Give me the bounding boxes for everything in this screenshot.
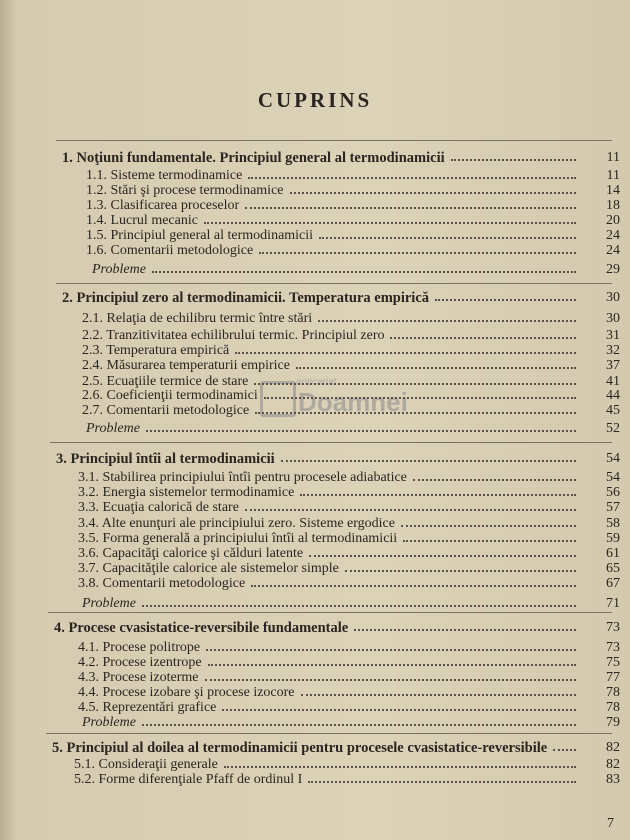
toc-section-entry-page-number: 45 [606, 403, 620, 418]
toc-section-entry-label: 3.1. Stabilirea principiului întîi pentru procesele adiabatice [78, 470, 407, 485]
toc-section-entry-label: 4.5. Reprezentări grafice [78, 700, 217, 715]
toc-chapter-heading-page-number: 82 [606, 740, 620, 755]
watermark-small-text: anticariat [296, 377, 337, 388]
toc-section-entry-page-number: 41 [606, 374, 620, 389]
toc-problems-entry-label: Probleme [82, 715, 136, 730]
toc-section-entry-page-number: 54 [606, 470, 620, 485]
dot-leader [301, 692, 576, 696]
toc-chapter-heading[interactable] [54, 620, 620, 638]
toc-section-entry-label: 5.1. Consideraţii generale [74, 757, 218, 772]
toc-chapter-heading-page-number: 73 [606, 620, 620, 635]
toc-section-entry-page-number: 57 [606, 500, 620, 515]
toc-chapter-heading[interactable] [62, 150, 620, 168]
dot-leader [245, 507, 576, 511]
toc-section-entry-label: 3.8. Comentarii metodologice [78, 576, 246, 591]
toc-section-entry-page-number: 73 [606, 640, 620, 655]
toc-problems-entry-label: Probleme [92, 262, 146, 277]
dot-leader [152, 269, 576, 273]
toc-section-entry-page-number: 58 [606, 516, 620, 531]
toc-section-entry-label: 1.2. Stări şi procese termodinamice [86, 183, 284, 198]
page-title: CUPRINS [257, 88, 373, 112]
toc-section-entry[interactable] [86, 243, 620, 261]
toc-section-entry-label: 2.5. Ecuaţiile termice de stare [82, 374, 249, 389]
toc-section-entry-label: 4.4. Procese izobare şi procese izocore [78, 685, 295, 700]
toc-chapter-heading-page-number: 54 [606, 451, 620, 466]
dot-leader [413, 477, 576, 481]
toc-chapter-heading-label: 2. Principiul zero al termodinamicii. Temperatura empirică [62, 290, 430, 306]
dot-leader [142, 722, 576, 726]
toc-section-entry-label: 4.2. Procese izentrope [78, 655, 202, 670]
toc-chapter-heading[interactable] [62, 290, 620, 308]
dot-leader [235, 350, 576, 354]
toc-section-entry-page-number: 67 [606, 576, 620, 591]
chapter-divider [56, 283, 612, 284]
toc-section-entry-label: 4.1. Procese politrope [78, 640, 201, 655]
toc-chapter-heading-page-number: 30 [606, 290, 620, 305]
toc-chapter-heading[interactable] [52, 740, 620, 758]
toc-problems-entry-page-number: 79 [606, 715, 620, 730]
toc-section-entry-label: 5.2. Forme diferenţiale Pfaff de ordinul I [74, 772, 303, 787]
dot-leader [403, 538, 576, 542]
toc-problems-entry-label: Probleme [82, 596, 136, 611]
toc-section-entry-label: 3.3. Ecuaţia calorică de stare [78, 500, 239, 515]
toc-section-entry-page-number: 65 [606, 561, 620, 576]
dot-leader [206, 647, 576, 651]
dot-leader [318, 318, 576, 322]
toc-section-entry-page-number: 11 [606, 168, 620, 183]
toc-section-entry-page-number: 59 [606, 531, 620, 546]
toc-section-entry-page-number: 24 [606, 243, 620, 258]
toc-section-entry-label: 3.5. Forma generală a principiului întîi al termodinamicii [78, 531, 398, 546]
dot-leader [296, 365, 576, 369]
dot-leader [308, 779, 576, 783]
dot-leader [451, 157, 576, 161]
toc-section-entry-label: 3.4. Alte enunţuri ale principiului zero. Sisteme ergodice [78, 516, 395, 531]
toc-section-entry-label: 1.3. Clasificarea proceselor [86, 198, 240, 213]
toc-section-entry-label: 3.7. Capacităţile calorice ale sistemelor simple [78, 561, 339, 576]
toc-section-entry-page-number: 56 [606, 485, 620, 500]
dot-leader [401, 523, 576, 527]
toc-section-entry-page-number: 78 [606, 700, 620, 715]
watermark-large-text: Doamnei [298, 387, 408, 417]
toc-chapter-heading-label: 5. Principiul al doilea al termodinamicii pentru procesele cvasistatice-reversibile [52, 740, 548, 756]
toc-section-entry-page-number: 83 [606, 772, 620, 787]
toc-section-entry-page-number: 44 [606, 388, 620, 403]
dot-leader [390, 335, 576, 339]
toc-section-entry[interactable] [78, 576, 620, 594]
dot-leader [553, 747, 576, 751]
toc-section-entry[interactable] [74, 772, 620, 790]
toc-section-entry-label: 3.2. Energia sistemelor termodinamice [78, 485, 295, 500]
dot-leader [264, 395, 576, 399]
toc-section-entry-page-number: 37 [606, 358, 620, 373]
toc-problems-entry-page-number: 71 [606, 596, 620, 611]
page-number: 7 [607, 816, 614, 831]
toc-chapter-heading-label: 4. Procese cvasistatice-reversibile fundamentale [54, 620, 349, 636]
toc-section-entry-page-number: 18 [606, 198, 620, 213]
dot-leader [290, 190, 576, 194]
toc-chapter-heading-page-number: 11 [606, 150, 620, 165]
toc-section-entry-label: 2.3. Temperatura empirică [82, 343, 230, 358]
toc-section-entry-label: 2.6. Coeficienţii termodinamici [82, 388, 258, 403]
dot-leader [205, 677, 576, 681]
toc-section-entry-label: 3.6. Capacităţi calorice şi călduri latente [78, 546, 304, 561]
toc-section-entry-page-number: 61 [606, 546, 620, 561]
dot-leader [245, 205, 576, 209]
dot-leader [142, 603, 576, 607]
chapter-divider [48, 612, 612, 613]
dot-leader [208, 662, 576, 666]
toc-problems-entry[interactable] [86, 421, 620, 439]
toc-section-entry-page-number: 14 [606, 183, 620, 198]
toc-problems-entry[interactable] [92, 262, 620, 280]
toc-section-entry-page-number: 78 [606, 685, 620, 700]
toc-section-entry-page-number: 24 [606, 228, 620, 243]
toc-problems-entry[interactable] [82, 715, 620, 733]
dot-leader [224, 764, 576, 768]
toc-section-entry-label: 1.4. Lucrul mecanic [86, 213, 198, 228]
toc-section-entry-page-number: 75 [606, 655, 620, 670]
toc-section-entry-label: 1.6. Comentarii metodologice [86, 243, 254, 258]
toc-section-entry-page-number: 77 [606, 670, 620, 685]
dot-leader [248, 175, 576, 179]
toc-problems-entry-page-number: 52 [606, 421, 620, 436]
dot-leader [146, 428, 576, 432]
dot-leader [319, 235, 576, 239]
toc-section-entry-label: 1.1. Sisteme termodinamice [86, 168, 243, 183]
dot-leader [300, 492, 576, 496]
toc-section-entry[interactable] [82, 311, 620, 329]
toc-section-entry-label: 1.5. Principiul general al termodinamicii [86, 228, 314, 243]
toc-chapter-heading-label: 1. Noţiuni fundamentale. Principiul general al termodinamicii [62, 150, 445, 166]
toc-section-entry-label: 4.3. Procese izoterme [78, 670, 199, 685]
dot-leader [345, 568, 576, 572]
toc-chapter-heading[interactable] [56, 451, 620, 469]
toc-section-entry-page-number: 82 [606, 757, 620, 772]
dot-leader [354, 627, 576, 631]
dot-leader [204, 220, 576, 224]
toc-section-entry[interactable] [82, 403, 620, 421]
dot-leader [309, 553, 576, 557]
toc-chapter-heading-label: 3. Principiul întîi al termodinamicii [56, 451, 275, 467]
dot-leader [281, 458, 576, 462]
chapter-divider [56, 140, 612, 141]
toc-section-entry-page-number: 32 [606, 343, 620, 358]
toc-problems-entry-label: Probleme [86, 421, 140, 436]
dot-leader [222, 707, 576, 711]
dot-leader [254, 381, 576, 385]
toc-section-entry-page-number: 30 [606, 311, 620, 326]
toc-section-entry-page-number: 31 [606, 328, 620, 343]
chapter-divider [50, 442, 612, 443]
dot-leader [251, 583, 576, 587]
toc-section-entry-page-number: 20 [606, 213, 620, 228]
toc-section-entry-label: 2.4. Măsurarea temperaturii empirice [82, 358, 290, 373]
chapter-divider [46, 733, 612, 734]
toc-section-entry-label: 2.7. Comentarii metodologice [82, 403, 250, 418]
dot-leader [435, 297, 576, 301]
toc-section-entry-label: 2.2. Tranzitivitatea echilibrului termic. Principiul zero [82, 328, 385, 343]
toc-section-entry-label: 2.1. Relaţia de echilibru termic între stări [82, 311, 313, 326]
dot-leader [255, 410, 576, 414]
dot-leader [259, 250, 576, 254]
toc-problems-entry-page-number: 29 [606, 262, 620, 277]
